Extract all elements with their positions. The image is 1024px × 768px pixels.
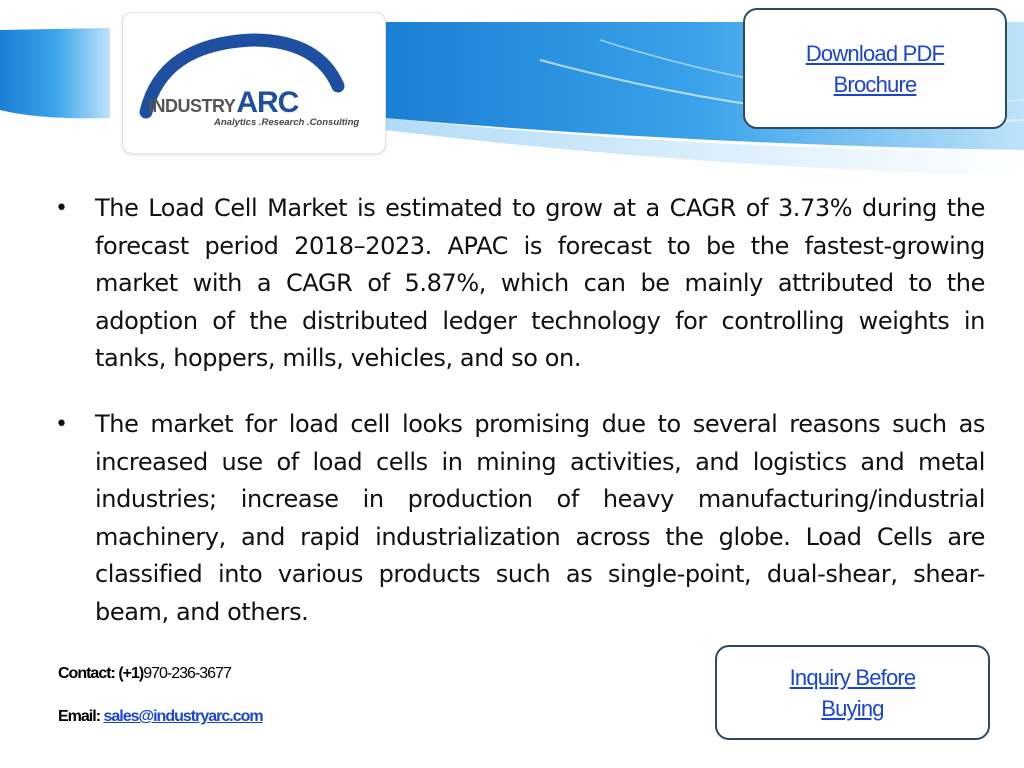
logo-text-arc: ARC (236, 86, 299, 119)
contact-phone: 970-236-3677 (143, 665, 231, 682)
bullet-marker: • (55, 411, 68, 437)
download-link-line2: Brochure (833, 71, 917, 97)
email-line (58, 708, 263, 726)
inquiry-before-buying-link[interactable] (790, 662, 916, 724)
logo-arc-icon (0, 0, 400, 160)
bullet-text: The Load Cell Market is estimated to grow at a CAGR of 3.73% during the forecast period 2018–2023. APAC is forecast to be the fastest-growing market with a CAGR of 5.87%, which can be mainly attributed to the adoption of the distributed ledger technology for controlling weights in tanks, hoppers, mills, vehicles, and so on. (95, 194, 985, 373)
bullet-text: The market for load cell looks promising due to several reasons such as increased use of load cells in mining activities, and logistics and metal industries; increase in production of heavy manufacturing/industrial machinery, and rapid industrialization across the globe. Load Cells are classified into various products such as single-point, dual-shear, shear-beam, and others. (95, 409, 985, 626)
logo-wordmark (148, 86, 299, 119)
logo-text-industry: INDUSTRY (148, 96, 236, 116)
bullet-item-2 (55, 406, 985, 632)
bullet-marker: • (55, 196, 68, 221)
bullet-item-1 (55, 190, 985, 378)
logo-tagline: Analytics .Research .Consulting (214, 117, 360, 128)
contact-line (58, 665, 231, 683)
download-link-line1: Download PDF (805, 40, 945, 66)
inquiry-link-line1: Inquiry Before (789, 664, 916, 690)
email-link[interactable]: sales@industryarc.com (103, 708, 263, 725)
download-brochure-box (743, 8, 1007, 129)
inquiry-link-line2: Buying (821, 695, 884, 721)
bullet-list (55, 190, 985, 660)
email-label: Email: (58, 708, 101, 725)
contact-label: Contact: (+1) (58, 665, 144, 682)
download-pdf-brochure-link[interactable] (806, 38, 944, 100)
inquiry-box (715, 645, 990, 740)
